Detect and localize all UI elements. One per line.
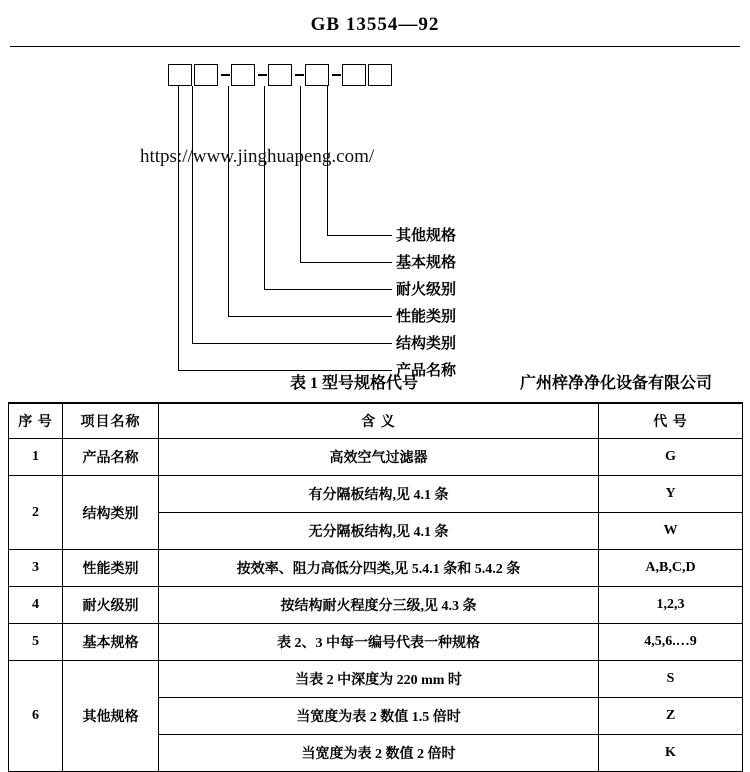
page-title: GB 13554—92 <box>310 14 440 35</box>
code-box-3 <box>231 64 255 86</box>
cell-meaning: 当表 2 中深度为 220 mm 时 <box>159 661 599 698</box>
cell-meaning: 当宽度为表 2 数值 1.5 倍时 <box>159 698 599 735</box>
code-separator-2 <box>258 74 267 76</box>
cell-meaning: 无分隔板结构,见 4.1 条 <box>159 513 599 550</box>
cell-no: 5 <box>9 624 63 661</box>
col-header-meaning: 含 义 <box>159 403 599 439</box>
leader-line-v-5 <box>192 86 193 344</box>
table-row <box>9 624 743 661</box>
diagram-label-fire-rating: 耐火级别 <box>396 282 457 298</box>
code-box-5 <box>305 64 329 86</box>
cell-meaning: 表 2、3 中每一编号代表一种规格 <box>159 624 599 661</box>
leader-line-v-2 <box>300 86 301 263</box>
cell-meaning: 按结构耐火程度分三级,见 4.3 条 <box>159 587 599 624</box>
col-header-code: 代 号 <box>599 403 743 439</box>
table-row <box>9 550 743 587</box>
cell-no: 4 <box>9 587 63 624</box>
cell-no: 1 <box>9 439 63 476</box>
leader-line-h-2 <box>300 262 392 263</box>
diagram-label-basic-spec: 基本规格 <box>396 255 457 271</box>
table-caption: 表 1 型号规格代号 <box>290 375 419 392</box>
cell-item: 产品名称 <box>63 439 159 476</box>
code-separator-4 <box>332 74 341 76</box>
spec-table <box>8 402 743 772</box>
cell-meaning: 高效空气过滤器 <box>159 439 599 476</box>
cell-code: Y <box>599 476 743 513</box>
diagram-label-performance: 性能类别 <box>396 309 457 325</box>
diagram-label-product-name: 产品名称 <box>396 363 457 379</box>
leader-line-h-1 <box>327 235 392 236</box>
cell-no: 3 <box>9 550 63 587</box>
code-box-6 <box>342 64 366 86</box>
cell-code: K <box>599 735 743 772</box>
cell-no: 6 <box>9 661 63 772</box>
code-box-4 <box>268 64 292 86</box>
code-box-1 <box>168 64 192 86</box>
company-name: 广州梓净净化设备有限公司 <box>520 375 713 392</box>
leader-line-v-4 <box>228 86 229 317</box>
code-separator-3 <box>295 74 304 76</box>
code-box-2 <box>194 64 218 86</box>
col-header-item: 项目名称 <box>63 403 159 439</box>
header-divider <box>10 46 740 47</box>
leader-line-h-4 <box>228 316 392 317</box>
cell-item: 结构类别 <box>63 476 159 550</box>
cell-item: 基本规格 <box>63 624 159 661</box>
cell-code: 1,2,3 <box>599 587 743 624</box>
cell-meaning: 当宽度为表 2 数值 2 倍时 <box>159 735 599 772</box>
leader-line-v-6 <box>178 86 179 371</box>
col-header-no: 序 号 <box>9 403 63 439</box>
code-box-7 <box>368 64 392 86</box>
cell-no: 2 <box>9 476 63 550</box>
watermark-url: https://www.jinghuapeng.com/ <box>140 146 375 167</box>
cell-item: 耐火级别 <box>63 587 159 624</box>
table-header-row <box>9 403 743 439</box>
cell-code: S <box>599 661 743 698</box>
code-separator-1 <box>221 74 230 76</box>
cell-code: Z <box>599 698 743 735</box>
table-row <box>9 439 743 476</box>
diagram-label-other-spec: 其他规格 <box>396 228 457 244</box>
diagram-label-structure: 结构类别 <box>396 336 457 352</box>
table-row <box>9 476 743 513</box>
leader-line-v-3 <box>264 86 265 290</box>
cell-code: G <box>599 439 743 476</box>
table-caption-row <box>0 370 750 394</box>
cell-code: 4,5,6.…9 <box>599 624 743 661</box>
cell-meaning: 有分隔板结构,见 4.1 条 <box>159 476 599 513</box>
leader-line-h-3 <box>264 289 392 290</box>
code-box-row <box>168 64 392 86</box>
cell-code: A,B,C,D <box>599 550 743 587</box>
cell-meaning: 按效率、阻力高低分四类,见 5.4.1 条和 5.4.2 条 <box>159 550 599 587</box>
model-code-diagram <box>0 58 750 379</box>
leader-line-h-5 <box>192 343 392 344</box>
table-row <box>9 587 743 624</box>
cell-item: 性能类别 <box>63 550 159 587</box>
cell-code: W <box>599 513 743 550</box>
cell-item: 其他规格 <box>63 661 159 772</box>
table-row <box>9 661 743 698</box>
spec-table-wrapper <box>8 402 742 772</box>
